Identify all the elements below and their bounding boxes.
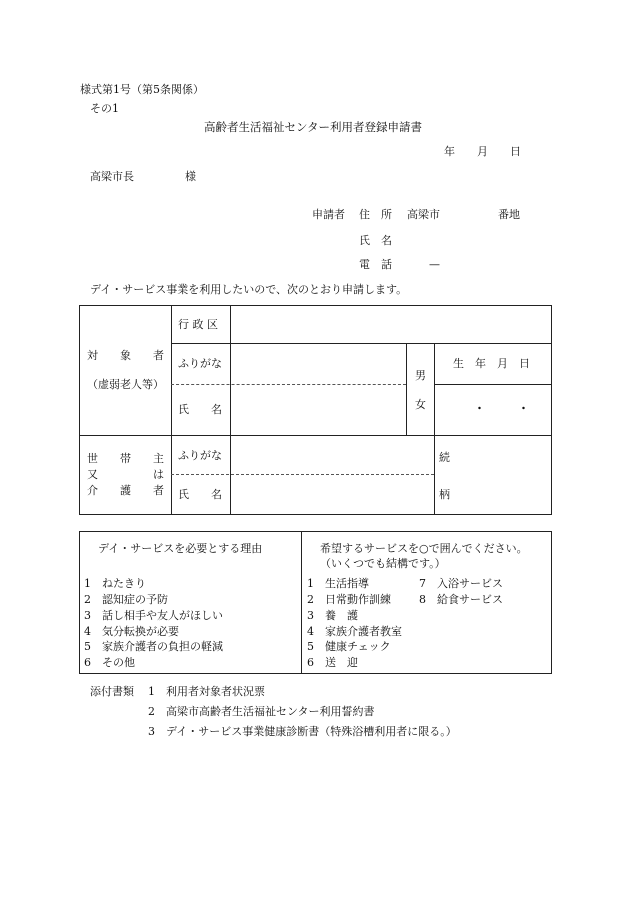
attachment-item-1: 1 利用者対象者状況票 [148, 685, 265, 698]
date-year: 年 [444, 145, 455, 158]
household-head-line2: 又 は [87, 468, 164, 481]
intro-text: デイ・サービス事業を利用したいので、次のとおり申請します。 [90, 283, 408, 296]
table1-vline-1 [171, 305, 172, 515]
service-item-6: 6 送 迎 [307, 656, 358, 669]
head-name-label: 氏 名 [178, 488, 222, 501]
service-item-3: 3 養 護 [307, 609, 358, 622]
reason-item-6: 6 その他 [84, 656, 135, 669]
table1-vline-4 [434, 343, 435, 515]
service-item-8: 8 給食サービス [419, 593, 503, 606]
table1-hline-3 [79, 435, 552, 436]
service-item-5: 5 健康チェック [307, 640, 391, 653]
applicant-address-label: 住 所 [359, 208, 392, 221]
date-day: 日 [510, 145, 521, 158]
date-month: 月 [477, 145, 488, 158]
applicant-label: 申請者 [312, 208, 345, 221]
gender-male: 男 [415, 369, 426, 382]
applicant-phone-dash: — [429, 258, 440, 271]
addressee-honorific: 様 [185, 170, 196, 183]
birthdate-dots: ・ ・ [474, 402, 529, 415]
service-item-1: 1 生活指導 [307, 577, 369, 590]
attachments-label: 添付書類 [90, 685, 134, 698]
attachment-item-3: 3 デイ・サービス事業健康診断書（特殊浴槽利用者に限る。） [148, 725, 457, 738]
service-item-2: 2 日常動作訓練 [307, 593, 391, 606]
reason-header: デイ・サービスを必要とする理由 [98, 542, 263, 555]
reason-item-1: 1 ねたきり [84, 577, 146, 590]
table1-vline-2 [230, 305, 231, 515]
table1-dash-1 [171, 384, 406, 385]
applicant-city: 高梁市 [407, 208, 440, 221]
applicant-phone-label: 電 話 [359, 258, 392, 271]
service-header-2: （いくつでも結構です。） [320, 557, 446, 570]
applicant-banchi: 番地 [498, 208, 520, 221]
reason-item-5: 5 家族介護者の負担の軽減 [84, 640, 223, 653]
relation-bottom: 柄 [439, 488, 450, 501]
reason-item-2: 2 認知症の予防 [84, 593, 168, 606]
table1-hline-1 [171, 343, 552, 344]
table1-vline-3 [406, 343, 407, 435]
form-number: 様式第1号（第5条関係） [80, 83, 204, 96]
applicant-name-label: 氏 名 [359, 234, 392, 247]
service-item-7: 7 入浴サービス [419, 577, 503, 590]
household-head-line1: 世 帯 主 [87, 452, 164, 465]
form-part: その1 [90, 102, 119, 115]
relation-top: 続 [439, 451, 450, 464]
furigana-label: ふりがな [178, 357, 222, 370]
subject-label: 対 象 者 [87, 349, 164, 362]
household-head-line3: 介 護 者 [87, 484, 164, 497]
birthdate-label: 生 年 月 日 [453, 357, 530, 370]
district-label: 行 政 区 [178, 318, 218, 331]
attachment-item-2: 2 高梁市高齢者生活福祉センター利用誓約書 [148, 705, 375, 718]
subject-sublabel: （虚弱老人等） [87, 378, 164, 391]
head-furigana-label: ふりがな [178, 449, 222, 462]
table2-vline [301, 531, 302, 674]
addressee: 高梁市長 [90, 170, 134, 183]
service-header-1: 希望するサービスを○で囲んでください。 [320, 542, 528, 555]
page-title: 高齢者生活福祉センター利用者登録申請書 [204, 120, 423, 134]
gender-female: 女 [415, 398, 426, 411]
reason-item-3: 3 話し相手や友人がほしい [84, 609, 223, 622]
table1-dash-2 [171, 474, 434, 475]
name-label: 氏 名 [178, 403, 222, 416]
reason-item-4: 4 気分転換が必要 [84, 625, 179, 638]
table1-hline-2 [434, 384, 552, 385]
service-item-4: 4 家族介護者教室 [307, 625, 402, 638]
